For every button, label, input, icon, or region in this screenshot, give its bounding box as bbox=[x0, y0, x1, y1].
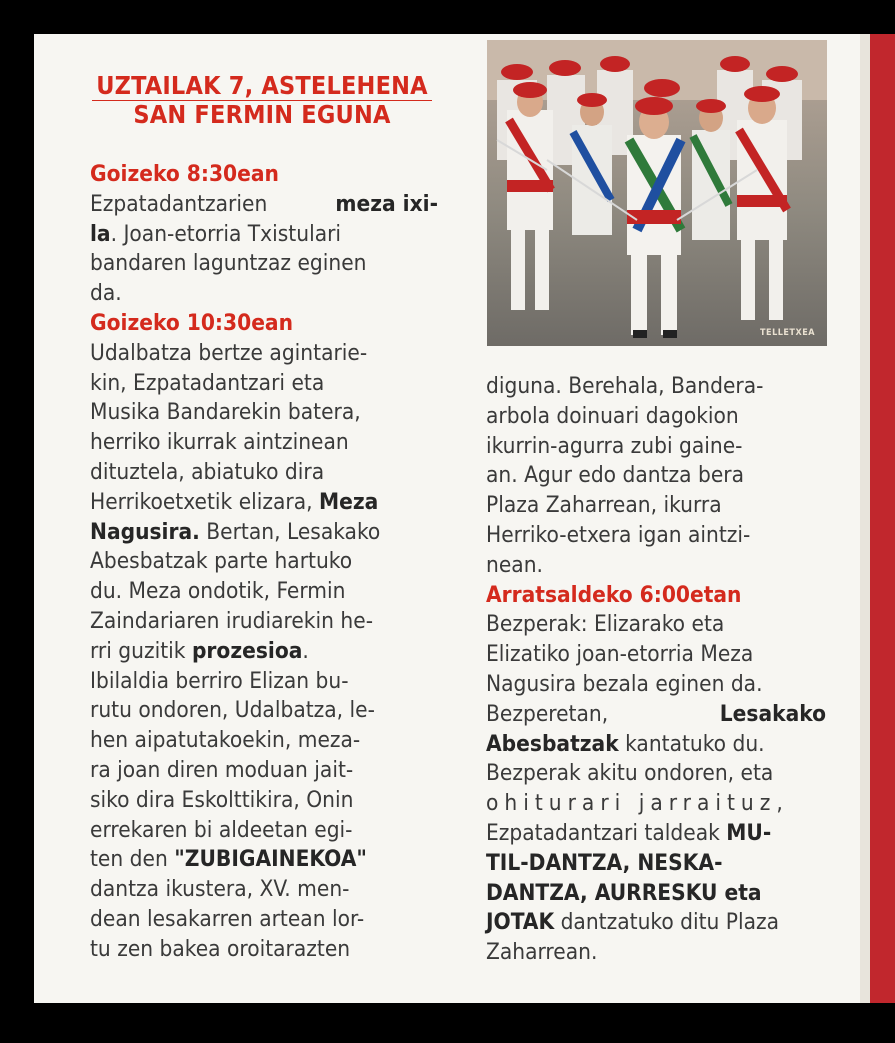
text-line: JOTAK dantzatuko ditu Plaza bbox=[486, 909, 780, 936]
time-heading-3: Arratsaldeko 6:00etan bbox=[486, 581, 742, 608]
text-line: du. Meza ondotik, Fermin bbox=[90, 578, 346, 605]
text-line: dean lesakarren artean lor- bbox=[90, 905, 365, 932]
text-line: Plaza Zaharrean, ikurra bbox=[486, 492, 722, 519]
text-line: Zaindariaren irudiarekin he- bbox=[90, 607, 374, 634]
text-line: Ibilaldia berriro Elizan bu- bbox=[90, 667, 349, 694]
text-line: Elizatiko joan-etorria Meza bbox=[486, 641, 754, 668]
text-line: errekaren bi aldeetan egi- bbox=[90, 816, 353, 843]
text-line: Abesbatzak parte hartuko bbox=[90, 548, 353, 575]
text-line: Udalbatza bertze agintarie- bbox=[90, 339, 368, 366]
text-line: siko dira Eskolttikira, Onin bbox=[90, 786, 354, 813]
text-line: herriko ikurrak aintzinean bbox=[90, 429, 349, 456]
text-line: hen aipatutakoekin, meza- bbox=[90, 727, 361, 754]
text-line: TIL-DANTZA, NESKA- bbox=[486, 849, 723, 876]
text-line: dantza ikustera, XV. men- bbox=[90, 876, 350, 903]
text-line: kin, Ezpatadantzari eta bbox=[90, 369, 325, 396]
text-line: Zaharrean. bbox=[486, 939, 598, 966]
dancers-illustration bbox=[487, 40, 827, 346]
text-line: nean. bbox=[486, 551, 543, 578]
text-line: diguna. Berehala, Bandera- bbox=[486, 373, 764, 399]
program-page bbox=[34, 34, 880, 1003]
left-column bbox=[90, 160, 438, 965]
text-line: Bezperak akitu ondoren, eta bbox=[486, 760, 774, 787]
text-line: ikurrin-agurra zubi gaine- bbox=[486, 432, 743, 459]
text-line: ohiturari jarraituz, bbox=[486, 790, 789, 817]
heading-title: SAN FERMIN EGUNA bbox=[133, 100, 391, 129]
section-heading bbox=[86, 72, 438, 129]
text-line: Bezperak: Elizarako eta bbox=[486, 611, 725, 638]
dancers-photo bbox=[487, 40, 827, 346]
text-line: Bezperetan, Lesakako bbox=[486, 700, 826, 727]
text-line: ra joan diren moduan jait- bbox=[90, 756, 354, 783]
text-line: rutu ondoren, Udalbatza, le- bbox=[90, 697, 375, 724]
text-line: bandaren laguntzaz eginen bbox=[90, 250, 367, 277]
text-line: Musika Bandarekin batera, bbox=[90, 399, 361, 426]
time-heading-1: Goizeko 8:30ean bbox=[90, 161, 279, 187]
text-line: tu zen bakea oroitarazten bbox=[90, 935, 351, 962]
text-line: Nagusira. Bertan, Lesakako bbox=[90, 518, 381, 545]
text-line: la. Joan-etorria Txistulari bbox=[90, 220, 342, 247]
text-line: Abesbatzak kantatuko du. bbox=[486, 730, 765, 757]
heading-date: UZTAILAK 7, ASTELEHENA bbox=[96, 71, 428, 100]
text-line: Herrikoetxetik elizara, Meza bbox=[90, 488, 379, 515]
text-line: arbola doinuari dagokion bbox=[486, 402, 739, 429]
text-line: an. Agur edo dantza bera bbox=[486, 462, 744, 489]
text-line: rri guzitik prozesioa. bbox=[90, 637, 309, 664]
right-column bbox=[486, 372, 826, 968]
text-line: ten den "ZUBIGAINEKOA" bbox=[90, 846, 367, 873]
text-line: dituztela, abiatuko dira bbox=[90, 458, 325, 485]
text-line: Herriko-etxera igan aintzi- bbox=[486, 521, 751, 548]
red-border-strip bbox=[870, 34, 895, 1003]
text-line: Ezpatadantzari taldeak MU- bbox=[486, 819, 772, 846]
text-line: Nagusira bezala eginen da. bbox=[486, 670, 763, 697]
text-line: DANTZA, AURRESKU eta bbox=[486, 879, 762, 906]
text-line: da. bbox=[90, 280, 122, 307]
text-line: Ezpatadantzarien meza ixi- bbox=[90, 190, 438, 217]
photo-credit: TELLETXEA bbox=[760, 328, 815, 338]
time-heading-2: Goizeko 10:30ean bbox=[90, 309, 294, 336]
